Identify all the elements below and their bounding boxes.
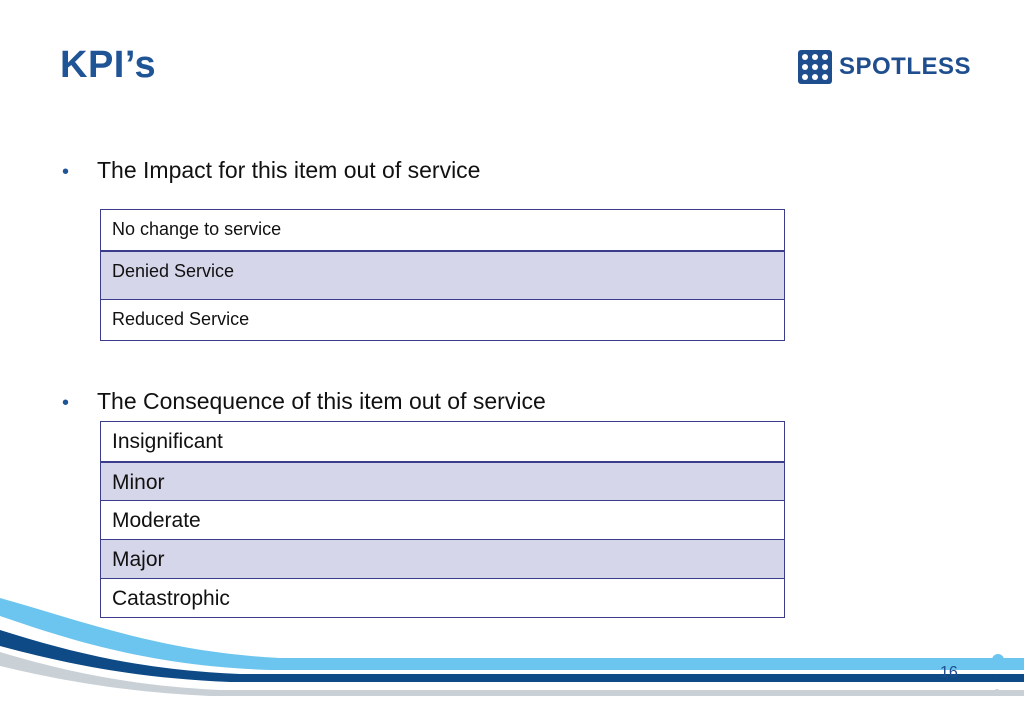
table-row <box>101 210 784 250</box>
spotless-dot-grid-icon <box>798 50 832 84</box>
impact-cell: No change to service <box>112 219 282 239</box>
page-number: 16 <box>940 664 958 681</box>
consequence-cell: Major <box>112 548 165 571</box>
spotless-logo <box>798 49 971 85</box>
table-row <box>101 461 784 500</box>
table-row <box>101 250 784 299</box>
logo-text: SPOTLESS <box>839 53 972 80</box>
consequence-bullet <box>62 388 546 415</box>
impact-cell: Reduced Service <box>112 309 250 329</box>
footer-swoosh-decoration <box>0 590 1024 722</box>
table-row <box>101 299 784 340</box>
table-row <box>101 422 784 461</box>
impact-bullet <box>62 157 480 184</box>
impact-cell: Denied Service <box>112 261 235 281</box>
bullet-dot: • <box>62 161 70 183</box>
bullet-dot: • <box>62 392 70 414</box>
table-row <box>101 539 784 578</box>
consequence-table <box>100 421 785 618</box>
impact-table <box>100 209 785 341</box>
consequence-cell: Moderate <box>112 509 201 532</box>
consequence-cell: Minor <box>112 471 165 494</box>
consequence-cell: Catastrophic <box>112 587 230 610</box>
table-row <box>101 500 784 539</box>
consequence-heading: The Consequence of this item out of service <box>97 388 546 414</box>
impact-heading: The Impact for this item out of service <box>97 157 481 183</box>
slide-title: KPI’s <box>60 44 157 86</box>
consequence-cell: Insignificant <box>112 430 223 453</box>
